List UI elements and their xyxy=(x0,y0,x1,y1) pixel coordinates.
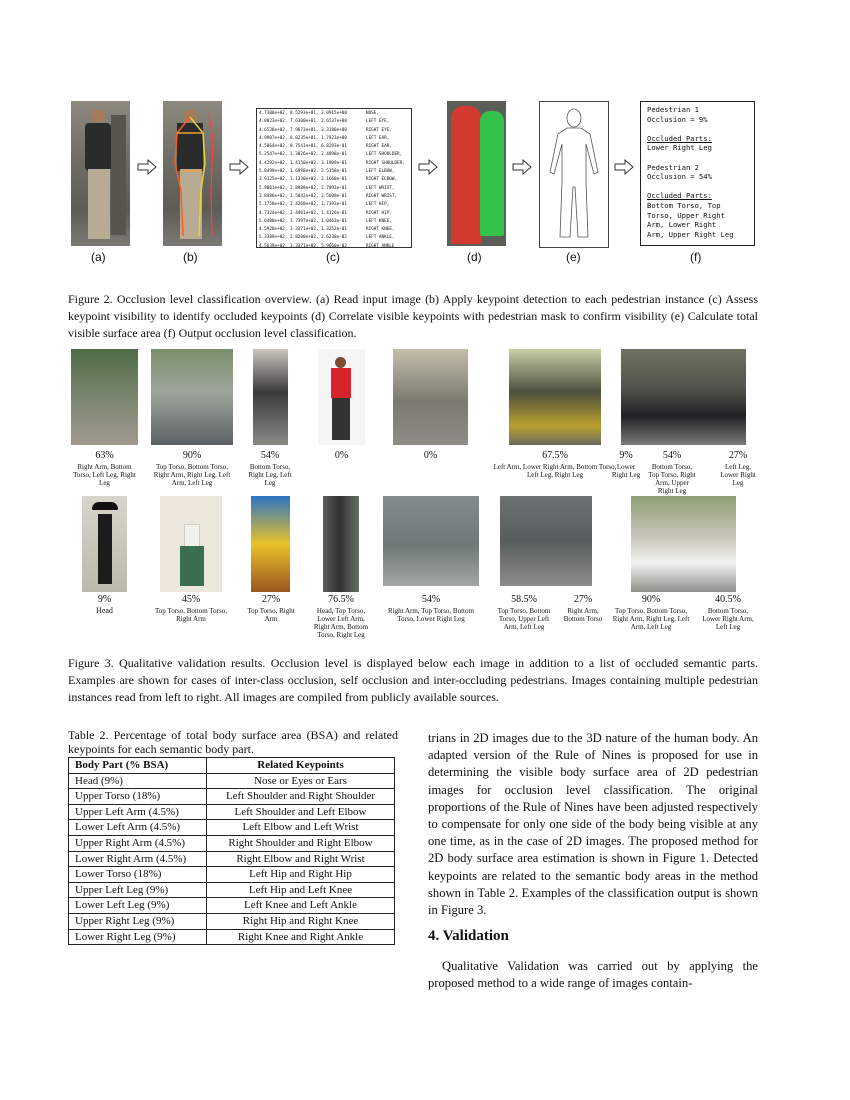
keypoint-name: RIGHT KNEE, xyxy=(366,227,395,233)
keypoint-row xyxy=(259,185,409,193)
validation-image xyxy=(318,349,365,445)
keypoints-cell: Left Hip and Left Knee xyxy=(207,882,395,898)
keypoint-values: 4.5928e+02, 3.3371e+02, 1.3252e-01 xyxy=(259,227,347,233)
occlusion-percent: 58.5% xyxy=(511,594,537,605)
occluded-parts: Left Arm, Lower Right Arm, Bottom Torso, Left Leg, Right Leg xyxy=(493,463,617,479)
result-line: Bottom Torso, Top xyxy=(647,200,721,210)
body-part-cell: Upper Left Arm (4.5%) xyxy=(69,804,207,820)
keypoint-name: RIGHT ANKLE xyxy=(366,243,395,249)
keypoint-values: 5.6480e+02, 1.7397e+02, 1.0463e-01 xyxy=(259,218,347,224)
occlusion-percent: 27% xyxy=(728,450,748,461)
occlusion-percent: 54% xyxy=(260,450,280,461)
keypoint-values: 4.4292e+02, 1.4150e+02, 3.1909e-01 xyxy=(259,160,347,166)
result-line: Occlusion = 9% xyxy=(647,114,708,124)
occlusion-percent: 9% xyxy=(97,594,112,605)
keypoint-row xyxy=(259,151,409,159)
arrow-right-icon xyxy=(229,159,249,175)
occluded-parts: Head xyxy=(96,606,113,615)
result-line xyxy=(647,153,748,163)
table-header-row xyxy=(69,758,395,774)
keypoints-cell: Right Shoulder and Right Elbow xyxy=(207,835,395,851)
arrow-right-icon xyxy=(137,159,157,175)
keypoints-cell: Left Elbow and Left Wrist xyxy=(207,820,395,836)
panel-label-a: (a) xyxy=(91,250,106,264)
occlusion-percent: 54% xyxy=(421,594,441,605)
validation-image xyxy=(383,496,479,586)
occluded-parts: Bottom Torso, Right Leg, Left Leg xyxy=(248,463,292,487)
keypoint-name: RIGHT SHOULDER, xyxy=(366,160,405,166)
column-header: Related Keypoints xyxy=(207,758,395,774)
keypoints-cell: Right Elbow and Right Wrist xyxy=(207,851,395,867)
keypoints-cell: Left Hip and Right Hip xyxy=(207,867,395,883)
validation-image xyxy=(631,496,736,592)
keypoint-values: 4.6538e+02, 7.9673e+01, 3.3180e+00 xyxy=(259,127,347,133)
figure-3-caption: Figure 3. Qualitative validation results. Occlusion level is displayed below each image in addition to a list of occluded semantic parts. Examples are shown for cases of inter-class occlusion, self occlusion and inter-occluding pedestrians. Images containing multiple pedestrian instances read from left to right. All images are compiled from publicly available sources. xyxy=(68,656,758,704)
keypoints-list xyxy=(256,108,412,248)
keypoint-name: LEFT WRIST, xyxy=(366,185,395,191)
keypoint-row xyxy=(259,118,409,126)
validation-image xyxy=(323,496,359,592)
result-line: Pedestrian 2 xyxy=(647,162,699,172)
keypoint-row xyxy=(259,201,409,209)
keypoint-name: RIGHT EAR, xyxy=(366,144,392,150)
occluded-parts: Top Torso, Bottom Torso, Right Arm, Right Leg, Left Arm, Left Leg xyxy=(612,607,690,631)
keypoint-name: LEFT EAR, xyxy=(366,135,390,141)
occlusion-percent: 0% xyxy=(423,450,438,461)
keypoints-cell: Right Knee and Right Ankle xyxy=(207,929,395,945)
result-line: Occluded Parts: xyxy=(647,133,712,143)
occluded-parts: Right Arm, Bottom Torso, Left Leg, Right Leg xyxy=(73,463,136,487)
keypoint-row xyxy=(259,160,409,168)
keypoint-values: 3.9125e+02, 1.1330e+02, 2.1660e-01 xyxy=(259,177,347,183)
section-heading: 4. Validation xyxy=(428,928,509,944)
body-paragraph: Qualitative Validation was carried out by applying the proposed method to a wide range of images contain- xyxy=(428,959,758,991)
table-row xyxy=(69,898,395,914)
table-row xyxy=(69,929,395,945)
occluded-parts: Bottom Torso, Lower Right Arm, Left Leg xyxy=(702,607,754,631)
table-row xyxy=(69,773,395,789)
arrow-right-icon xyxy=(512,159,532,175)
table-row xyxy=(69,913,395,929)
occlusion-percent: 63% xyxy=(95,450,114,461)
occluded-parts: Top Torso, Right Arm xyxy=(247,607,295,623)
keypoint-name: LEFT SHOULDER, xyxy=(366,152,403,158)
result-line xyxy=(647,182,748,192)
keypoint-values: 4.5864e+02, 8.7541e+01, 6.8293e-01 xyxy=(259,144,347,150)
result-line: Lower Right Leg xyxy=(647,143,712,153)
occlusion-percent: 27% xyxy=(573,594,593,605)
occluded-parts: Right Arm, Bottom Torso xyxy=(563,607,603,623)
keypoint-row xyxy=(259,193,409,201)
table-2-caption: Table 2. Percentage of total body surface area (BSA) and related keypoints for each semantic body part. xyxy=(68,728,398,756)
keypoint-values: 4.7380e+02, 8.5293e+01, 3.0915e+00 xyxy=(259,111,347,116)
skeleton-overlay xyxy=(163,101,222,246)
result-line: Occlusion = 54% xyxy=(647,172,712,182)
keypoint-name: RIGHT HIP, xyxy=(366,210,392,216)
keypoint-values: 4.7324e+02, 2.4401e+02, 1.4126e-01 xyxy=(259,210,347,216)
keypoint-values: 5.8499e+02, 1.6998e+02, 2.5158e-01 xyxy=(259,169,347,175)
body-part-cell: Upper Right Arm (4.5%) xyxy=(69,835,207,851)
column-header: Body Part (% BSA) xyxy=(69,758,207,774)
occluded-parts: Left Leg, Lower Right Leg xyxy=(720,463,756,487)
table-row xyxy=(69,789,395,805)
keypoints-cell: Left Shoulder and Left Elbow xyxy=(207,804,395,820)
occluded-parts: Top Torso, Bottom Torso, Right Arm, Right Leg, Left Arm, Left Leg xyxy=(153,463,231,487)
validation-image xyxy=(500,496,592,586)
occlusion-percent: 9% xyxy=(619,450,633,461)
body-part-cell: Head (9%) xyxy=(69,773,207,789)
bsa-table xyxy=(68,757,395,945)
keypoints-cell: Right Hip and Right Knee xyxy=(207,913,395,929)
occluded-parts: Head, Top Torso, Lower Left Arm, Right Arm, Bottom Torso, Right Leg xyxy=(313,607,369,639)
validation-image xyxy=(509,349,601,445)
keypoint-row xyxy=(259,168,409,176)
panel-label-f: (f) xyxy=(690,250,702,264)
keypoint-values: 3.8486e+02, 1.5842e+02, 2.5609e-01 xyxy=(259,193,347,199)
keypoint-name: RIGHT ELBOW, xyxy=(366,177,398,183)
occlusion-percent: 76.5% xyxy=(328,594,354,605)
keypoint-name: NOSE, xyxy=(366,111,379,116)
table-row xyxy=(69,867,395,883)
table-row xyxy=(69,820,395,836)
input-image xyxy=(71,101,130,246)
result-line: Arm, Upper Right Leg xyxy=(647,229,734,239)
keypoint-values: 5.3389e+02, 2.8200e+02, 2.6238e-02 xyxy=(259,235,347,241)
arrow-right-icon xyxy=(418,159,438,175)
panel-label-b: (b) xyxy=(183,250,198,264)
keypoint-name: LEFT KNEE, xyxy=(366,218,392,224)
occlusion-percent: 67.5% xyxy=(542,450,568,461)
keypoint-row xyxy=(259,210,409,218)
keypoint-row xyxy=(259,176,409,184)
arrow-right-icon xyxy=(614,159,634,175)
occlusion-result-box xyxy=(640,101,755,246)
pedestrian-mask-image xyxy=(447,101,506,246)
keypoint-values: 5.2547e+02, 1.3026e+02, 2.4898e-01 xyxy=(259,152,347,158)
keypoint-detection-image xyxy=(163,101,222,246)
body-part-cell: Upper Left Leg (9%) xyxy=(69,882,207,898)
keypoint-values: 5.9061e+02, 2.8988e+02, 2.7893e-01 xyxy=(259,185,347,191)
validation-image xyxy=(393,349,468,445)
body-paragraph: trians in 2D images due to the 3D nature of the human body. An adapted version of the Rule of Nines is proposed for use in determining the visible body surface area of 2D pedestrian images for occlusion level classification. The original proportions of the Rule of Nines have been adjusted respectively to compensate for only one side of the body being visible at any one time, as in the case of 2D images. The proposed method for 2D body surface area estimation is shown in Figure 1. Detected keypoints are related to the semantic body areas in the method shown in Table 2. Examples of the classification output is shown in Figure 3. xyxy=(428,731,758,918)
validation-image xyxy=(160,496,222,592)
occluded-parts: Right Arm, Top Torso, Bottom Torso, Lower Right Leg xyxy=(388,607,474,623)
keypoint-values: 4.5639e+02, 3.3371e+02, 5.9660e-02 xyxy=(259,243,347,249)
keypoint-row xyxy=(259,234,409,242)
table-row xyxy=(69,851,395,867)
occlusion-percent: 90% xyxy=(641,594,661,605)
keypoint-name: LEFT ANKLE, xyxy=(366,235,395,241)
keypoint-name: LEFT EYE, xyxy=(366,119,390,125)
result-line xyxy=(647,124,748,134)
keypoint-row xyxy=(259,218,409,226)
keypoint-values: 4.9907e+02, 8.0235e+01, 1.7923e+00 xyxy=(259,135,347,141)
keypoints-cell: Nose or Eyes or Ears xyxy=(207,773,395,789)
validation-image xyxy=(71,349,138,445)
keypoint-row xyxy=(259,135,409,143)
keypoint-row xyxy=(259,127,409,135)
occluded-parts: Bottom Torso, Top Torso, Right Arm, Upper Right Leg xyxy=(648,463,696,495)
panel-label-d: (d) xyxy=(467,250,482,264)
occluded-parts: Top Torso, Bottom Torso, Upper Left Arm, Left Leg xyxy=(497,607,551,631)
keypoints-cell: Left Shoulder and Right Shoulder xyxy=(207,789,395,805)
validation-image xyxy=(251,496,290,592)
result-line: Occluded Parts: xyxy=(647,191,712,201)
body-part-cell: Lower Right Arm (4.5%) xyxy=(69,851,207,867)
body-part-cell: Lower Torso (18%) xyxy=(69,867,207,883)
keypoint-values: 5.1750e+02, 2.4260e+02, 1.7393e-01 xyxy=(259,202,347,208)
keypoint-row xyxy=(259,110,409,118)
keypoint-name: LEFT ELBOW, xyxy=(366,169,395,175)
result-line: Pedestrian 1 xyxy=(647,105,699,114)
body-part-cell: Lower Left Leg (9%) xyxy=(69,898,207,914)
occlusion-percent: 54% xyxy=(662,450,682,461)
occluded-parts: Lower Right Leg xyxy=(611,463,641,479)
keypoint-name: RIGHT EYE, xyxy=(366,127,392,133)
panel-label-e: (e) xyxy=(566,250,581,264)
table-row xyxy=(69,835,395,851)
body-part-cell: Upper Torso (18%) xyxy=(69,789,207,805)
validation-image xyxy=(253,349,288,445)
panel-label-c: (c) xyxy=(326,250,340,264)
validation-image xyxy=(621,349,746,445)
body-surface-diagram xyxy=(539,101,609,248)
keypoints-cell: Left Knee and Left Ankle xyxy=(207,898,395,914)
keypoint-name: LEFT HIP, xyxy=(366,202,390,208)
occlusion-percent: 0% xyxy=(334,450,349,461)
validation-image xyxy=(151,349,233,445)
occlusion-percent: 27% xyxy=(261,594,281,605)
occluded-parts: Top Torso, Bottom Torso, Right Arm xyxy=(155,607,227,623)
keypoint-row xyxy=(259,143,409,151)
body-part-cell: Upper Right Leg (9%) xyxy=(69,913,207,929)
result-line: Arm, Lower Right xyxy=(647,220,717,230)
occlusion-percent: 45% xyxy=(181,594,201,605)
body-part-cell: Lower Right Leg (9%) xyxy=(69,929,207,945)
result-line: Torso, Upper Right xyxy=(647,210,725,220)
table-row xyxy=(69,882,395,898)
occlusion-percent: 40.5% xyxy=(715,594,741,605)
body-part-cell: Lower Left Arm (4.5%) xyxy=(69,820,207,836)
validation-image xyxy=(82,496,127,592)
table-row xyxy=(69,804,395,820)
figure-2-caption: Figure 2. Occlusion level classification overview. (a) Read input image (b) Apply keypoint detection to each pedestrian instance (c) Assess keypoint visibility to identify occluded keypoints (d) Correlate visible keypoints with pedestrian mask to confirm visibility (e) Calculate total visible surface area (f) Output occlusion level classification. xyxy=(68,292,758,340)
keypoint-row xyxy=(259,226,409,234)
keypoint-name: RIGHT WRIST, xyxy=(366,193,398,199)
occlusion-percent: 90% xyxy=(182,450,202,461)
keypoint-values: 4.8023e+02, 7.6300e+01, 2.6537e+00 xyxy=(259,119,347,125)
